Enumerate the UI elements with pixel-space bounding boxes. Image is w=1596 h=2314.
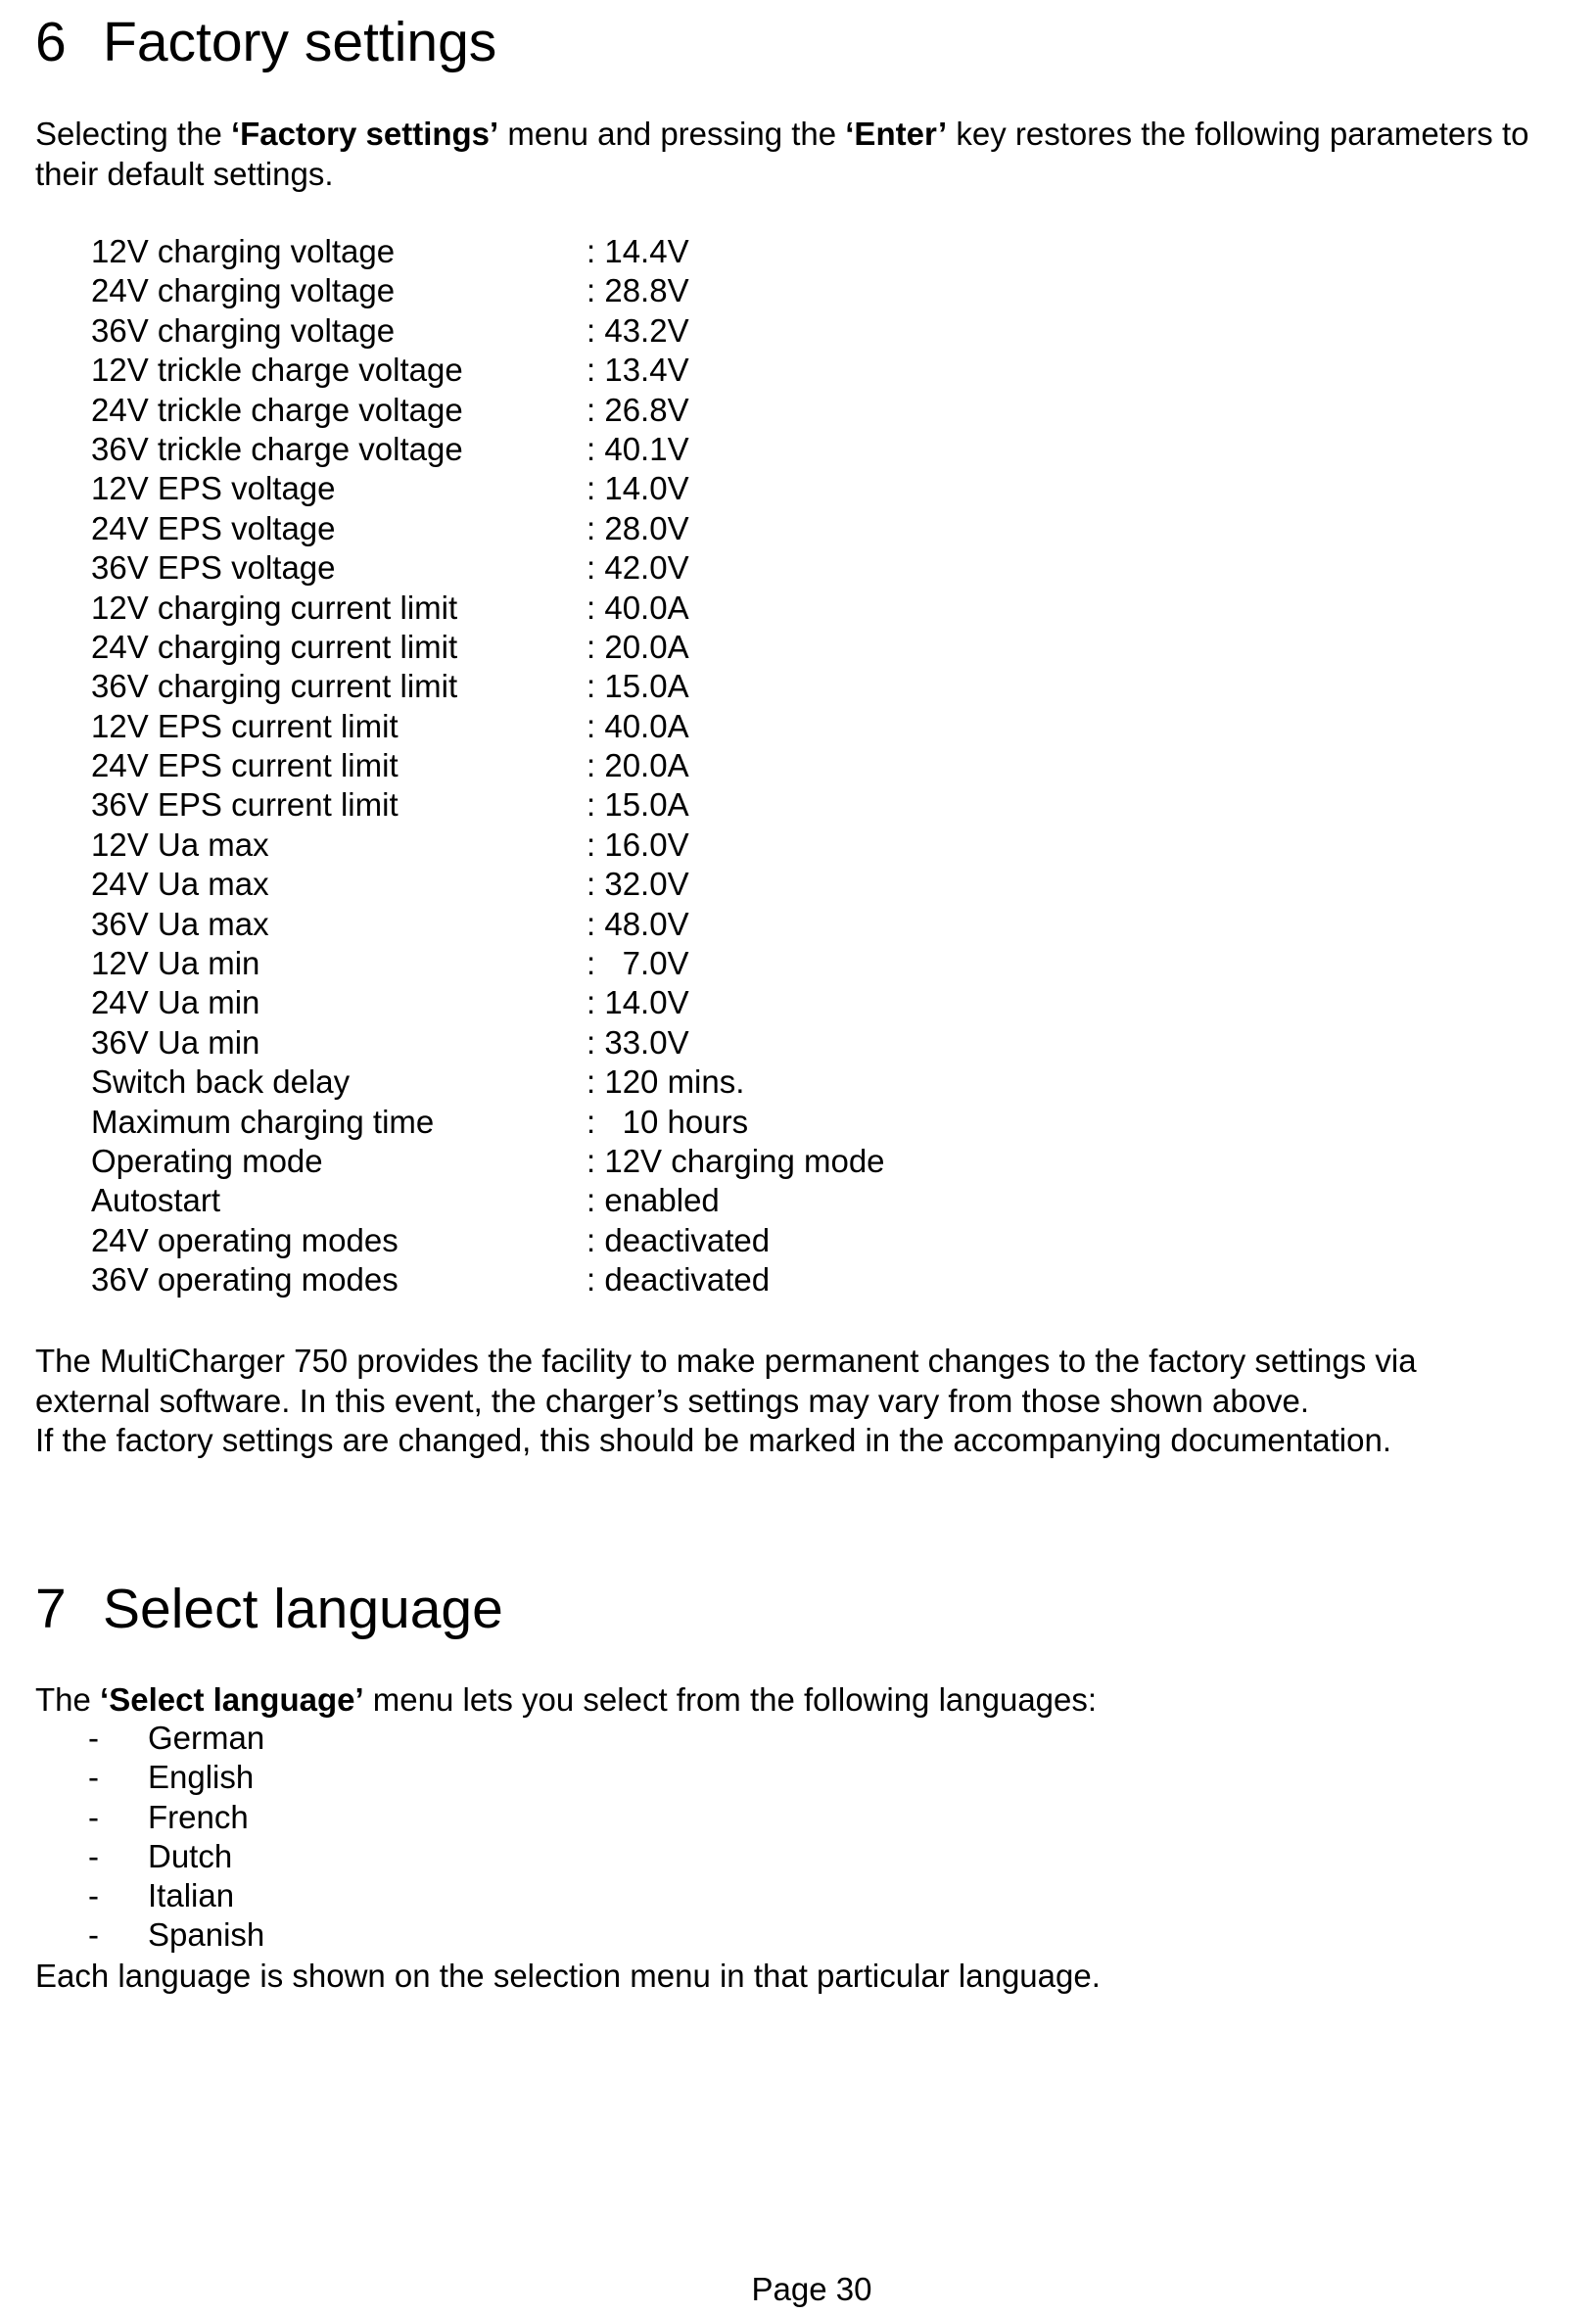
setting-value: : 20.0A bbox=[587, 747, 689, 784]
setting-label: 12V charging voltage bbox=[91, 233, 396, 269]
setting-value: : 40.0A bbox=[587, 707, 689, 744]
setting-value: : 28.0V bbox=[587, 509, 689, 546]
setting-label: 24V charging voltage bbox=[91, 272, 396, 309]
setting-value: : 40.0A bbox=[587, 589, 689, 626]
language-name: English bbox=[148, 1759, 255, 1796]
setting-value: : 7.0V bbox=[587, 945, 689, 982]
intro-key-name: ‘Enter’ bbox=[845, 116, 948, 152]
setting-row bbox=[91, 509, 1070, 548]
note-line: external software. In this event, the charger’s settings may vary from those shown above. bbox=[35, 1382, 1310, 1419]
factory-settings-note bbox=[35, 1342, 1592, 1461]
note-line: If the factory settings are changed, this should be marked in the accompanying documentation. bbox=[35, 1422, 1391, 1458]
setting-label: 24V charging current limit bbox=[91, 628, 458, 665]
intro-menu-name: ‘Factory settings’ bbox=[230, 116, 499, 152]
setting-row bbox=[91, 430, 1070, 469]
setting-label: 36V EPS current limit bbox=[91, 786, 399, 824]
setting-label: Autostart bbox=[91, 1182, 221, 1219]
setting-row bbox=[91, 1103, 1070, 1142]
setting-row bbox=[91, 469, 1070, 508]
setting-label: 12V trickle charge voltage bbox=[91, 352, 463, 389]
setting-row bbox=[91, 1063, 1070, 1102]
intro-text-2: menu and pressing the bbox=[498, 116, 846, 152]
language-name: German bbox=[148, 1720, 265, 1756]
setting-row bbox=[91, 905, 1070, 944]
language-name: French bbox=[148, 1798, 249, 1835]
section-6-number: 6 bbox=[35, 11, 67, 73]
setting-row bbox=[91, 1142, 1070, 1181]
page-number: Page 30 bbox=[751, 2271, 872, 2307]
section-7-intro bbox=[35, 1680, 1592, 1721]
setting-row bbox=[91, 983, 1070, 1022]
setting-label: 24V EPS voltage bbox=[91, 509, 336, 546]
setting-value: : 33.0V bbox=[587, 1023, 689, 1061]
setting-row bbox=[91, 746, 1070, 785]
setting-value: : deactivated bbox=[587, 1221, 771, 1258]
setting-row bbox=[91, 232, 1070, 271]
setting-label: 36V charging voltage bbox=[91, 311, 396, 349]
setting-value: : 10 hours bbox=[587, 1103, 749, 1140]
setting-label: 24V Ua min bbox=[91, 984, 260, 1021]
setting-row bbox=[91, 1181, 1070, 1220]
setting-value: : 16.0V bbox=[587, 826, 689, 863]
note-line: The MultiCharger 750 provides the facility to make permanent changes to the factory settings via bbox=[35, 1343, 1417, 1379]
setting-value: : 14.4V bbox=[587, 233, 689, 269]
setting-row bbox=[91, 548, 1070, 588]
setting-value: : 14.0V bbox=[587, 984, 689, 1021]
section-7-title: Select language bbox=[103, 1578, 503, 1640]
language-closing-text: Each language is shown on the selection menu in that particular language. bbox=[35, 1958, 1101, 1994]
setting-label: 24V Ua max bbox=[91, 866, 269, 903]
setting-row bbox=[91, 865, 1070, 904]
setting-value: : 32.0V bbox=[587, 866, 689, 903]
setting-value: : 15.0A bbox=[587, 668, 689, 705]
setting-label: 24V EPS current limit bbox=[91, 747, 399, 784]
lang-intro-text-1: The bbox=[35, 1681, 101, 1718]
language-name: Spanish bbox=[148, 1916, 265, 1954]
setting-row bbox=[91, 944, 1070, 983]
setting-value: : 28.8V bbox=[587, 272, 689, 309]
setting-row bbox=[91, 1221, 1070, 1260]
setting-row bbox=[91, 311, 1070, 351]
setting-row bbox=[91, 351, 1070, 390]
setting-label: 24V operating modes bbox=[91, 1221, 399, 1258]
setting-label: 12V Ua max bbox=[91, 826, 269, 863]
bullet-dash: - bbox=[88, 1916, 99, 1954]
setting-row bbox=[91, 589, 1070, 628]
setting-label: 36V EPS voltage bbox=[91, 549, 336, 587]
setting-label: 12V charging current limit bbox=[91, 589, 458, 626]
factory-settings-list bbox=[91, 232, 1070, 1300]
language-name: Italian bbox=[148, 1877, 235, 1914]
setting-row bbox=[91, 826, 1070, 865]
setting-value: : deactivated bbox=[587, 1261, 771, 1299]
intro-text-1: Selecting the bbox=[35, 116, 231, 152]
setting-value: : 26.8V bbox=[587, 391, 689, 428]
setting-label: 36V Ua max bbox=[91, 905, 269, 942]
section-6-intro bbox=[35, 115, 1592, 194]
setting-value: : 13.4V bbox=[587, 352, 689, 389]
setting-row bbox=[91, 667, 1070, 706]
setting-label: 12V Ua min bbox=[91, 945, 260, 982]
language-name: Dutch bbox=[148, 1837, 233, 1874]
setting-row bbox=[91, 628, 1070, 667]
setting-row bbox=[91, 1260, 1070, 1299]
setting-value: : 42.0V bbox=[587, 549, 689, 587]
setting-label: 36V trickle charge voltage bbox=[91, 430, 463, 467]
section-7-number: 7 bbox=[35, 1578, 67, 1640]
lang-intro-menu-name: ‘Select language’ bbox=[100, 1681, 364, 1718]
setting-row bbox=[91, 1023, 1070, 1063]
setting-row bbox=[91, 785, 1070, 825]
setting-value: : 15.0A bbox=[587, 786, 689, 824]
bullet-dash: - bbox=[88, 1720, 99, 1756]
setting-value: : 14.0V bbox=[587, 470, 689, 507]
setting-row bbox=[91, 707, 1070, 746]
setting-value: : 12V charging mode bbox=[587, 1142, 885, 1179]
setting-label: 36V operating modes bbox=[91, 1261, 399, 1299]
setting-label: 12V EPS current limit bbox=[91, 707, 399, 744]
lang-intro-text-2: menu lets you select from the following languages: bbox=[363, 1681, 1098, 1718]
setting-row bbox=[91, 391, 1070, 430]
setting-label: 36V Ua min bbox=[91, 1023, 260, 1061]
setting-value: : enabled bbox=[587, 1182, 720, 1219]
section-7-heading bbox=[35, 1577, 503, 1641]
setting-value: : 20.0A bbox=[587, 628, 689, 665]
bullet-dash: - bbox=[88, 1877, 99, 1914]
bullet-dash: - bbox=[88, 1837, 99, 1874]
bullet-dash: - bbox=[88, 1798, 99, 1835]
setting-label: 24V trickle charge voltage bbox=[91, 391, 463, 428]
setting-label: Switch back delay bbox=[91, 1063, 351, 1101]
setting-value: : 43.2V bbox=[587, 311, 689, 349]
setting-label: 36V charging current limit bbox=[91, 668, 458, 705]
intro-text-3: key restores the following parameters to their default settings. bbox=[35, 116, 1529, 192]
setting-value: : 40.1V bbox=[587, 430, 689, 467]
setting-label: 12V EPS voltage bbox=[91, 470, 336, 507]
section-6-title: Factory settings bbox=[103, 11, 497, 73]
bullet-dash: - bbox=[88, 1759, 99, 1796]
setting-value: : 120 mins. bbox=[587, 1063, 745, 1101]
section-6-heading bbox=[35, 10, 496, 74]
setting-value: : 48.0V bbox=[587, 905, 689, 942]
setting-label: Operating mode bbox=[91, 1142, 323, 1179]
setting-row bbox=[91, 271, 1070, 310]
setting-label: Maximum charging time bbox=[91, 1103, 435, 1140]
